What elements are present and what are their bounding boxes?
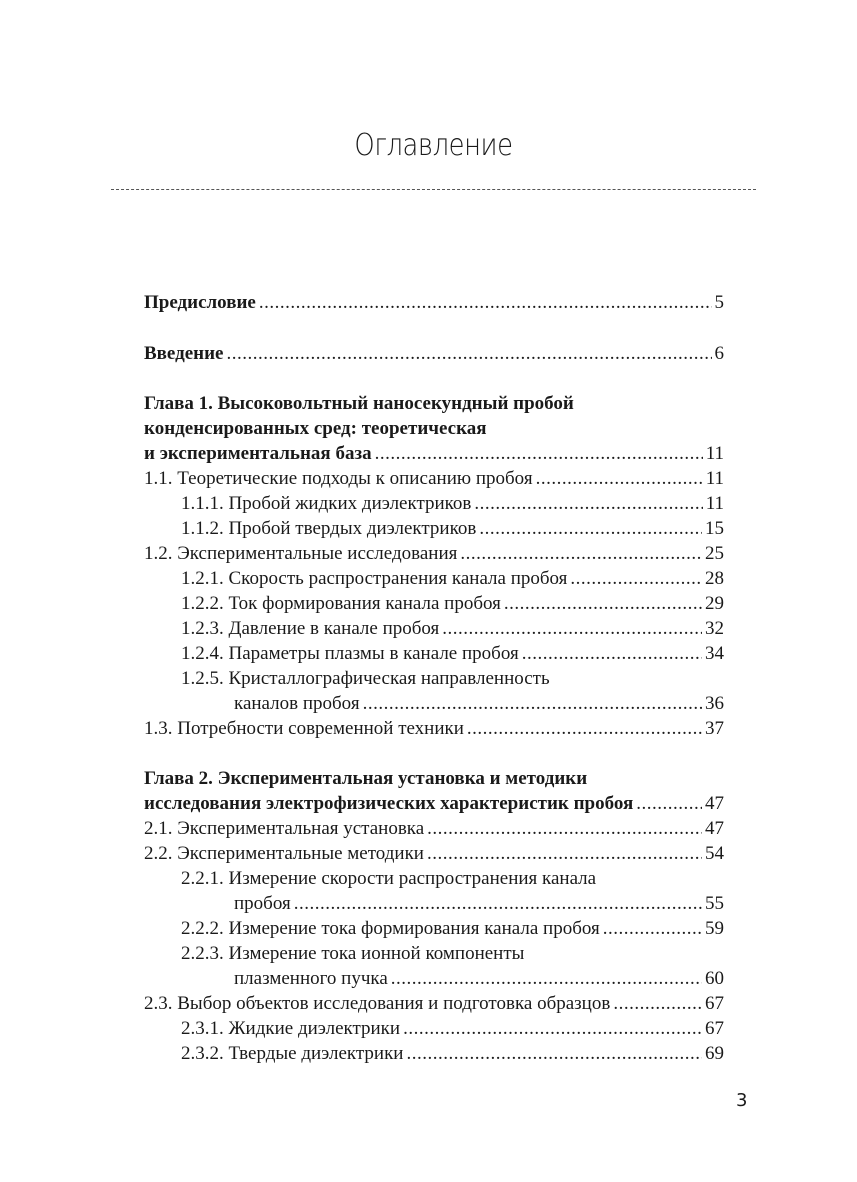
- toc-entry-2-3-2[interactable]: [144, 1041, 724, 1066]
- toc-entry-1-1-2[interactable]: [144, 516, 724, 541]
- toc-page: 36: [705, 693, 724, 714]
- leader-dots: [522, 641, 702, 666]
- toc-label: 1.1. Теоретические подходы к описанию пробоя: [144, 468, 533, 489]
- leader-dots: [636, 791, 702, 816]
- leader-dots: [427, 841, 702, 866]
- toc-label: каналов пробоя: [234, 693, 360, 714]
- toc-entry-1-2-5-line-1[interactable]: 1.2.5. Кристаллографическая направленность: [181, 668, 550, 689]
- toc-page: 55: [705, 893, 724, 914]
- leader-dots: [403, 1016, 702, 1041]
- dashed-divider: [111, 189, 756, 190]
- toc-label: 1.1.2. Пробой твердых диэлектриков: [181, 518, 477, 539]
- leader-dots: [603, 916, 702, 941]
- chapter-1-title-line-2[interactable]: конденсированных сред: теоретическая: [144, 418, 487, 439]
- toc-entry-2-2-1[interactable]: [144, 891, 724, 916]
- toc-page: 67: [705, 993, 724, 1014]
- toc-page: 25: [705, 543, 724, 564]
- toc-page: 11: [705, 468, 724, 489]
- toc-entry-1-1-1[interactable]: [144, 491, 724, 516]
- toc-page: 69: [705, 1043, 724, 1064]
- toc-entry-2-2[interactable]: [144, 841, 724, 866]
- leader-dots: [294, 891, 702, 916]
- toc-entry-chapter-2[interactable]: [144, 791, 724, 816]
- page-number: 3: [736, 1090, 748, 1111]
- toc-entry-2-2-1-line-1[interactable]: 2.2.1. Измерение скорости распространения канала: [181, 868, 597, 889]
- toc-page: 59: [705, 918, 724, 939]
- toc-label: и экспериментальная база: [144, 443, 372, 464]
- leader-dots: [363, 691, 702, 716]
- leader-dots: [227, 341, 712, 366]
- chapter-2-title-line-1[interactable]: Глава 2. Экспериментальная установка и методики: [144, 768, 588, 789]
- toc-entry-preface[interactable]: [144, 290, 724, 315]
- toc-label: 2.3.1. Жидкие диэлектрики: [181, 1018, 401, 1039]
- toc-page: 5: [714, 292, 724, 313]
- toc-entry-1-2-3[interactable]: [144, 616, 724, 641]
- toc-entry-1-3[interactable]: [144, 716, 724, 741]
- toc-label: плазменного пучка: [234, 968, 388, 989]
- chapter-1-title-line-1[interactable]: Глава 1. Высоковольтный наносекундный пробой: [144, 393, 574, 414]
- toc-entry-2-2-2[interactable]: [144, 916, 724, 941]
- toc-entry-1-1[interactable]: [144, 466, 724, 491]
- leader-dots: [504, 591, 702, 616]
- toc-page: 54: [705, 843, 724, 864]
- toc-entry-2-3-1[interactable]: [144, 1016, 724, 1041]
- toc-label: 2.2. Экспериментальные методики: [144, 843, 424, 864]
- toc-page: 11: [705, 443, 724, 464]
- toc-label: 1.2.4. Параметры плазмы в канале пробоя: [181, 643, 519, 664]
- toc-page: 47: [705, 818, 724, 839]
- toc-entry-1-2-2[interactable]: [144, 591, 724, 616]
- toc-page: 37: [705, 718, 724, 739]
- toc-entry-chapter-1[interactable]: [144, 441, 724, 466]
- toc-label: 2.3.2. Твердые диэлектрики: [181, 1043, 404, 1064]
- toc-label: 1.2.3. Давление в канале пробоя: [181, 618, 440, 639]
- toc-label: 1.2.2. Ток формирования канала пробоя: [181, 593, 501, 614]
- leader-dots: [391, 966, 702, 991]
- toc-entry-2-2-3[interactable]: [144, 966, 724, 991]
- toc-page: 28: [705, 568, 724, 589]
- toc-label: Введение: [144, 343, 224, 364]
- toc-label: 1.2.1. Скорость распространения канала пробоя: [181, 568, 568, 589]
- toc-entry-2-3[interactable]: [144, 991, 724, 1016]
- toc-page: 47: [705, 793, 724, 814]
- leader-dots: [479, 516, 702, 541]
- toc-label: исследования электрофизических характеристик пробоя: [144, 793, 634, 814]
- toc-page: 6: [714, 343, 724, 364]
- page-title: Оглавление: [354, 128, 513, 163]
- toc-label: 2.1. Экспериментальная установка: [144, 818, 425, 839]
- leader-dots: [474, 491, 702, 516]
- toc-label: 1.3. Потребности современной техники: [144, 718, 464, 739]
- toc-page: 67: [705, 1018, 724, 1039]
- leader-dots: [570, 566, 702, 591]
- toc-page: 11: [705, 493, 724, 514]
- leader-dots: [427, 816, 702, 841]
- toc-entry-1-2-4[interactable]: [144, 641, 724, 666]
- leader-dots: [536, 466, 703, 491]
- toc-page: 15: [705, 518, 724, 539]
- toc-entry-1-2-1[interactable]: [144, 566, 724, 591]
- toc-label: 2.3. Выбор объектов исследования и подготовка образцов: [144, 993, 611, 1014]
- toc-page: 29: [705, 593, 724, 614]
- toc-label: 1.2. Экспериментальные исследования: [144, 543, 458, 564]
- toc-entry-intro[interactable]: [144, 341, 724, 366]
- toc-label: пробоя: [234, 893, 291, 914]
- table-of-contents: [144, 290, 724, 1066]
- toc-label: Предисловие: [144, 292, 256, 313]
- toc-page: 34: [705, 643, 724, 664]
- leader-dots: [406, 1041, 702, 1066]
- leader-dots: [442, 616, 702, 641]
- leader-dots: [259, 290, 712, 315]
- toc-label: 1.1.1. Пробой жидких диэлектриков: [181, 493, 472, 514]
- toc-page: 60: [705, 968, 724, 989]
- toc-entry-2-2-3-line-1[interactable]: 2.2.3. Измерение тока ионной компоненты: [181, 943, 525, 964]
- leader-dots: [375, 441, 703, 466]
- toc-entry-1-2-5[interactable]: [144, 691, 724, 716]
- leader-dots: [460, 541, 702, 566]
- toc-label: 2.2.2. Измерение тока формирования канала пробоя: [181, 918, 600, 939]
- toc-entry-1-2[interactable]: [144, 541, 724, 566]
- leader-dots: [613, 991, 702, 1016]
- toc-page: 32: [705, 618, 724, 639]
- toc-entry-2-1[interactable]: [144, 816, 724, 841]
- leader-dots: [467, 716, 702, 741]
